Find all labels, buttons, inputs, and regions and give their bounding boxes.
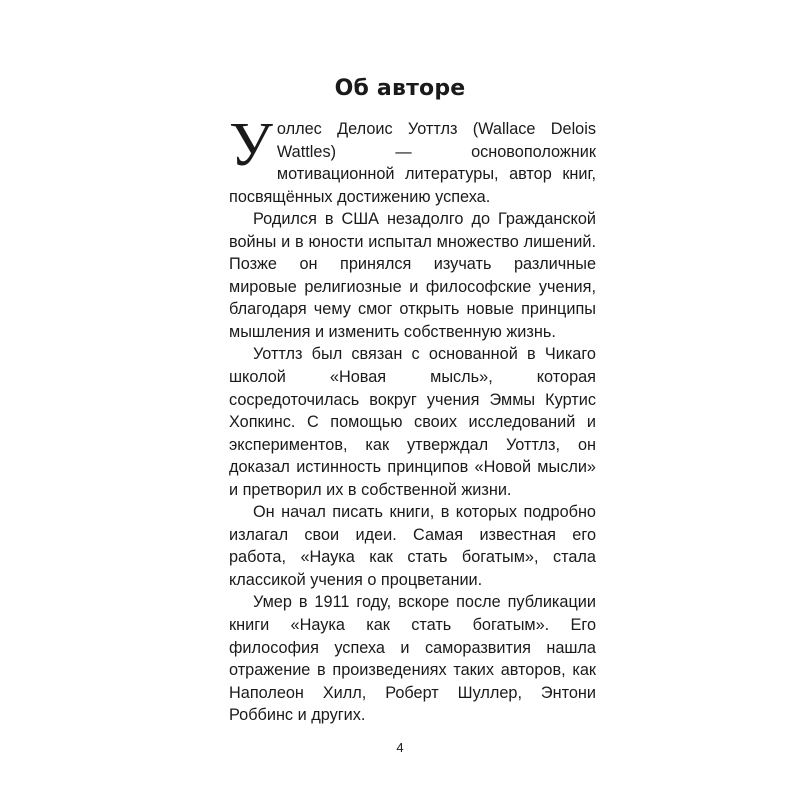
paragraph-5: Умер в 1911 году, вскоре после публикации книги «Наука как стать богатым». Его философия успеха и саморазвития нашла отражение в произведениях таких авторов, как Наполеон Хилл, Роберт Шуллер, Энтони Роббинс и других. — [229, 593, 596, 725]
page-number: 4 — [396, 740, 404, 755]
paragraph-1-text: оллес Делоис Уоттлз (Wallace Delois Wattles) — основоположник мотивационной литературы, автор книг, посвящённых достижению успеха. — [229, 120, 596, 206]
paragraph-1 — [229, 111, 596, 208]
page-title: Об авторе — [334, 76, 466, 101]
drop-cap: У — [229, 111, 273, 179]
paragraph-2: Родился в США незадолго до Гражданской войны и в юности испытал множество лишений. Позже он принялся изучать различные мировые религиозные и философские учения, благодаря чему смог открыть новые принципы мышления и изменить собственную жизнь. — [229, 210, 596, 341]
paragraph-4: Он начал писать книги, в которых подробно излагал свои идеи. Самая известная его работа, «Наука как стать богатым», стала классикой учения о процветании. — [229, 503, 596, 589]
text-body — [229, 111, 596, 727]
paragraph-3: Уоттлз был связан с основанной в Чикаго школой «Новая мысль», которая сосредоточилась вокруг учения Эммы Куртис Хопкинс. С помощью своих исследований и экспериментов, как утверждал Уоттлз, он доказал истинность принципов «Новой мысли» и претворил их в собственной жизни. — [229, 345, 596, 499]
